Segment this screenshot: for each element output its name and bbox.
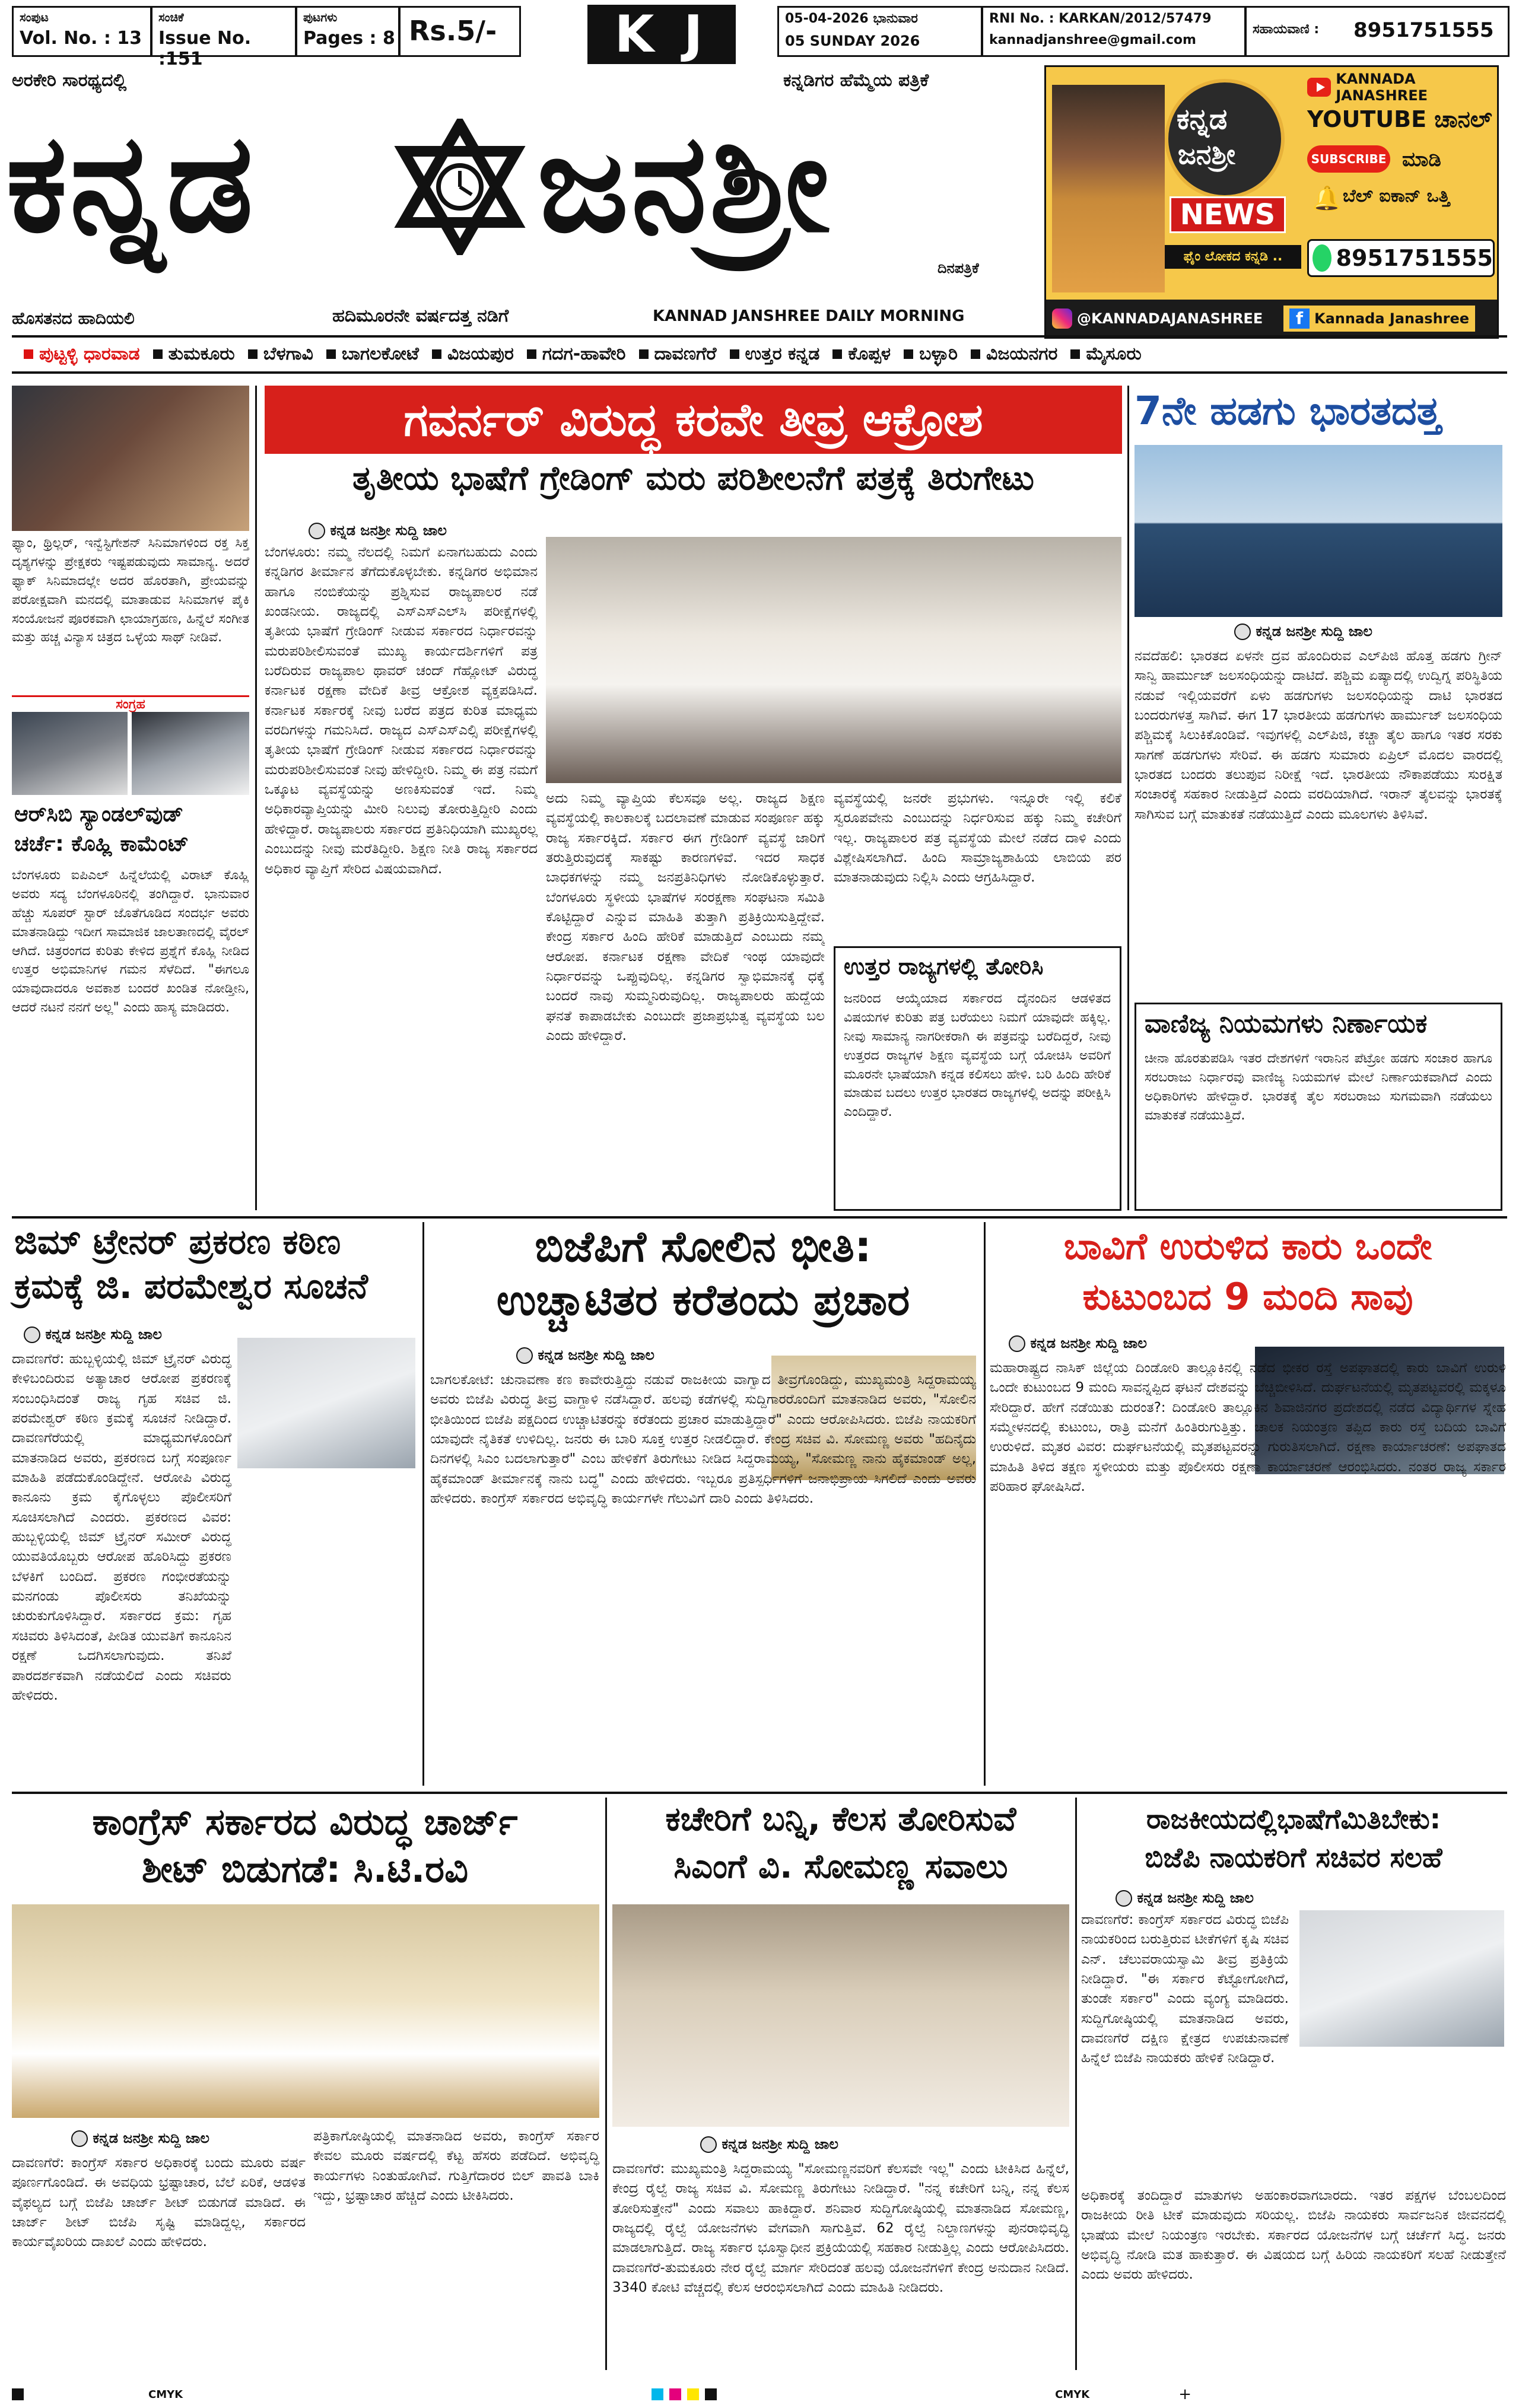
somanna-headline-1: ಕಚೇರಿಗೆ ಬನ್ನಿ, ಕೆಲಸ ತೋರಿಸುವೆ (665, 1800, 1016, 1838)
nav-item-ballari[interactable]: ಬಳ್ಳಾರಿ (904, 343, 958, 364)
language-headline-2: ಬಿಜೆಪಿ ನಾಯಕರಿಗೆ ಸಚಿವರ ಸಲಹೆ (1145, 1841, 1442, 1873)
price-box (399, 6, 521, 57)
ad-slogan: ಫೈಂ ಲೋಕದ ಕನ್ನಡಿ .. (1165, 245, 1301, 269)
kohli-headline-2: ಚರ್ಚೆ: ಕೊಹ್ಲಿ ಕಾಮೆಂಟ್ (14, 832, 189, 856)
bell-icon: 🔔 (1312, 185, 1342, 212)
nav-item-bagalkote[interactable]: ಬಾಗಲಕೋಟೆ (326, 343, 419, 364)
gym-headline-2: ಕ್ರಮಕ್ಕೆ ಜಿ. ಪರಮೇಶ್ವರ ಸೂಚನೆ (14, 1266, 368, 1306)
crosshair-icon: + (1178, 2385, 1192, 2403)
helpline-number[interactable]: 8951751555 (1353, 18, 1494, 42)
pages-number: Pages : 8 (303, 28, 395, 49)
kohli-headline-1: ಆರ್‌ಸಿಬಿ ಸ್ಯಾಂಡಲ್‌ವುಡ್ (14, 802, 183, 826)
masthead-tagline-center: ಹದಿಮೂರನೇ ವರ್ಷದತ್ತ ನಡಿಗೆ (332, 306, 509, 326)
cinema-photo (12, 386, 249, 531)
date-kannada: 05-04-2026 ಭಾನುವಾರ (785, 11, 918, 26)
nav-item-tumakuru[interactable]: ತುಮಕೂರು (153, 343, 235, 364)
lead-col-2: ಅದು ನಿಮ್ಮ ವ್ಯಾಪ್ತಿಯ ಕೆಲಸವೂ ಅಲ್ಲ. ರಾಜ್ಯದ ಶಿಕ್ಷಣ ವ್ಯವಸ್ಥೆಯಲ್ಲಿ ಕಾಲಕಾಲಕ್ಕೆ ಬದಲಾವಣೆ ಮಾಡುವ ಸಂಪೂರ್ಣ ಹಕ್ಕು ರಾಜ್ಯ ಸರ್ಕಾರಕ್ಕಿದೆ. ಸರ್ಕಾರ ಈಗ ಗ್ರೇಡಿಂಗ್ ವ್ಯವಸ್ಥೆ ಜಾರಿಗೆ ತರುತ್ತಿರುವುದಕ್ಕೆ ಸಾಕಷ್ಟು ಕಾರಣಗಳಿವೆ. ಇದರ ಸಾಧಕ ಬಾಧಕಗಳನ್ನು ನಮ್ಮ ಜನಪ್ರತಿನಿಧಿಗಳು ನೋಡಿಕೊಳ್ಳುತ್ತಾರೆ. ಬೆಂಗಳೂರು ಸ್ಥಳೀಯ ಭಾಷೆಗಳ ಸಂರಕ್ಷಣಾ ಸಂಘಟನಾ ಸಮಿತಿ ಕೊಟ್ಟಿದ್ದಾರೆ ಎನ್ನುವ ಮಾಹಿತಿ ತುತ್ತಾಗಿ ಪ್ರತಿಕ್ರಿಯಿಸುತ್ತಿದ್ದೇವೆ. ಕೇಂದ್ರ ಸರ್ಕಾರ ಹಿಂದಿ ಹೇರಿಕೆ ಮಾಡುತ್ತಿದೆ ಎಂಬುದು ನಮ್ಮ ಆರೋಪ. ಕರ್ನಾಟಕ ರಕ್ಷಣಾ ವೇದಿಕೆ ಇಂಥ ಯಾವುದೇ ನಿರ್ಧಾರವನ್ನು ಒಪ್ಪುವುದಿಲ್ಲ. ಕನ್ನಡಿಗರ ಸ್ವಾಭಿಮಾನಕ್ಕೆ ಧಕ್ಕೆ ಬಂದರೆ ನಾವು ಸುಮ್ಮನಿರುವುದಿಲ್ಲ. ರಾಜ್ಯಪಾಲರು ಹುದ್ದೆಯ ಘನತೆ ಕಾಪಾಡಬೇಕು ಎಂಬುದೇ ಪ್ರಜಾಪ್ರಭುತ್ವ ವ್ಯವಸ್ಥೆಯ ಬಲ ಎಂದು ಹೇಳಿದ್ದಾರೆ. (546, 791, 825, 1044)
masthead-title-right: ಜನಶ್ರೀ (537, 104, 832, 263)
date-box (777, 6, 983, 57)
accident-headline-1: ಬಾವಿಗೆ ಉರುಳಿದ ಕಾರು ಒಂದೇ (1063, 1224, 1432, 1268)
vol-box (12, 6, 152, 57)
lead-col-3: ವ್ಯವಸ್ಥೆಯಲ್ಲಿ ಜನರೇ ಪ್ರಭುಗಳು. ಇನ್ನೂರೇ ಇಲ್ಲಿ ಕಲಿಕೆ ಸ್ವರೂಪವೇನು ಎಂಬುದನ್ನು ನಿರ್ಧರಿಸುವ ಹಕ್ಕು ನಿಮ್ಮ ಕಚೇರಿಗೆ ಇಲ್ಲ. ರಾಜ್ಯಪಾಲರ ಪತ್ರ ವ್ಯವಸ್ಥೆಯ ಮೇಲೆ ನಡೆದ ದಾಳಿ ಎಂದು ವಿಶ್ಲೇಷಿಸಲಾಗಿದೆ. ಹಿಂದಿ ಸಾಮ್ರಾಜ್ಯಶಾಹಿಯ ಲಾಬಿಯ ಪರ ಮಾತನಾಡುವುದು ನಿಲ್ಲಿಸಿ ಎಂದು ಆಗ್ರಹಿಸಿದ್ದಾರೆ. (834, 791, 1121, 886)
bjp-headline-2: ಉಚ್ಚಾಟಿತರ ಕರೆತಂದು ಪ್ರಚಾರ (496, 1275, 910, 1325)
gym-headline-1: ಜಿಮ್ ಟ್ರೇನರ್ ಪ್ರಕರಣ ಕಠಿಣ (14, 1222, 341, 1262)
whatsapp-icon (1313, 244, 1331, 272)
language-text-1: ದಾವಣಗೆರೆ: ಕಾಂಗ್ರೆಸ್ ಸರ್ಕಾರದ ವಿರುದ್ಧ ಬಿಜೆಪಿ ನಾಯಕರಿಂದ ಬರುತ್ತಿರುವ ಟೀಕೆಗಳಿಗೆ ಕೃಷಿ ಸಚಿವ ಎನ್. ಚೆಲುವರಾಯಸ್ವಾಮಿ ತೀವ್ರ ಪ್ರತಿಕ್ರಿಯೆ ನೀಡಿದ್ದಾರೆ. "ಈ ಸರ್ಕಾರ ಕೆಟ್ಟೋಗೋಗಿದೆ, ತುಂಡೇ ಸರ್ಕಾರ" ಎಂದು ವ್ಯಂಗ್ಯ ಮಾಡಿದರು. ಸುದ್ದಿಗೋಷ್ಠಿಯಲ್ಲಿ ಮಾತನಾಡಿದ ಅವರು, ದಾವಣಗೆರೆ ದಕ್ಷಿಣ ಕ್ಷೇತ್ರದ ಉಪಚುನಾವಣೆ ಹಿನ್ನೆಲೆ ಬಿಜೆಪಿ ನಾಯಕರು ಹೇಳಿಕೆ ನೀಡಿದ್ದಾರೆ. (1081, 1912, 1289, 2066)
channel-ad[interactable] (1044, 65, 1499, 339)
instagram-icon (1052, 308, 1072, 329)
facebook-name: Kannada Janashree (1314, 310, 1470, 327)
masthead-daily: ದಿನಪತ್ರಿಕೆ (938, 260, 979, 276)
nav-item-vijayapura[interactable]: ವಿಜಯಪುರ (432, 343, 514, 364)
bjp-byline: ಕನ್ನಡ ಜನಶ್ರೀ ಸುದ್ದಿ ಜಾಲ (516, 1347, 654, 1364)
email[interactable]: kannadjanshree@gmail.com (989, 33, 1196, 47)
nav-item-koppal[interactable]: ಕೊಪ್ಪಳ (832, 343, 891, 364)
color-swatch-magenta (669, 2388, 681, 2400)
accident-text: ಮಹಾರಾಷ್ಟ್ರದ ನಾಸಿಕ್ ಜಿಲ್ಲೆಯ ದಿಂಡೋರಿ ತಾಲ್ಲೂಕಿನಲ್ಲಿ ನಡೆದ ಭೀಕರ ರಸ್ತೆ ಅಪಘಾತದಲ್ಲಿ ಕಾರು ಬಾವಿಗೆ ಉರುಳಿ ಒಂದೇ ಕುಟುಂಬದ 9 ಮಂದಿ ಸಾವನ್ನಪ್ಪಿದ ಘಟನೆ ದೇಶವನ್ನು ಬೆಚ್ಚಿಬೀಳಿಸಿದೆ. ದುರ್ಘಟನೆಯಲ್ಲಿ ಮೃತಪಟ್ಟವರಲ್ಲಿ ಮಕ್ಕಳೂ ಸೇರಿದ್ದಾರೆ. ಹೇಗೆ ನಡೆಯಿತು ದುರಂತ?: ದಿಂಡೋರಿ ತಾಲ್ಲೂಕಿನ ಶಿವಾಜಿನಗರ ಪ್ರದೇಶದಲ್ಲಿ ನಡೆದ ವಿದ್ಯಾರ್ಥಿಗಳ ಸ್ನೇಹ ಸಮ್ಮೇಳನದಲ್ಲಿ ಕುಟುಂಬ, ರಾತ್ರಿ ಮನೆಗೆ ಹಿಂತಿರುಗುತ್ತಿತ್ತು. ಚಾಲಕ ನಿಯಂತ್ರಣ ತಪ್ಪಿದ ಕಾರು ರಸ್ತೆ ಬದಿಯ ಬಾವಿಗೆ ಉರುಳಿದೆ. ಮೃತರ ವಿವರ: ದುರ್ಘಟನೆಯಲ್ಲಿ ಮೃತಪಟ್ಟವರನ್ನು ಗುರುತಿಸಲಾಗಿದೆ. ರಕ್ಷಣಾ ಕಾರ್ಯಾಚರಣೆ: ಅಪಘಾತದ ಮಾಹಿತಿ ತಿಳಿದ ತಕ್ಷಣ ಸ್ಥಳೀಯರು ಮತ್ತು ಪೊಲೀಸರು ರಕ್ಷಣಾ ಕಾರ್ಯಾಚರಣೆ ಆರಂಭಿಸಿದರು. ನಂತರ ರಾಜ್ಯ ಸರ್ಕಾರ ಪರಿಹಾರ ಘೋಷಿಸಿದೆ. (990, 1360, 1506, 1495)
masthead-title-left: ಕನ್ನಡ (6, 104, 256, 263)
instagram-handle: @KANNADAJANASHREE (1077, 310, 1263, 327)
chargesheet-headline-2: ಶೀಟ್ ಬಿಡುಗಡೆ: ಸಿ.ಟಿ.ರವಿ (141, 1847, 469, 1891)
nav-item-vijayanagara[interactable]: ವಿಜಯನಗರ (971, 343, 1057, 364)
masthead-top-center: ಕನ್ನಡಿಗರ ಹೆಮ್ಮೆಯ ಪತ್ರಿಕೆ (783, 70, 929, 91)
price: Rs.5/- (409, 15, 497, 47)
chargesheet-text-2: ಪತ್ರಿಕಾಗೋಷ್ಠಿಯಲ್ಲಿ ಮಾತನಾಡಿದ ಅವರು, ಕಾಂಗ್ರೆಸ್ ಸರ್ಕಾರ ಕೇವಲ ಮೂರು ವರ್ಷದಲ್ಲಿ ಕೆಟ್ಟ ಹೆಸರು ಪಡೆದಿದೆ. ಅಭಿವೃದ್ಧಿ ಕಾರ್ಯಗಳು ನಿಂತುಹೋಗಿವೆ. ಗುತ್ತಿಗೆದಾರರ ಬಿಲ್ ಪಾವತಿ ಬಾಕಿ ಇದ್ದು, ಭ್ರಷ್ಟಾಚಾರ ಹೆಚ್ಚಿದೆ ಎಂದು ಟೀಕಿಸಿದರು. (313, 2129, 599, 2204)
somanna-photo (612, 1904, 1069, 2127)
color-swatch-yellow (687, 2388, 699, 2400)
nav-item-belagavi[interactable]: ಬೆಳಗಾವಿ (248, 343, 313, 364)
lead-photo (546, 537, 1121, 783)
somanna-headline-2: ಸಿಎಂಗೆ ವಿ. ಸೋಮಣ್ಣ ಸವಾಲು (673, 1847, 1008, 1886)
section-nav (24, 338, 1495, 369)
ad-title-2: ಜನಶ್ರೀ (1178, 138, 1235, 170)
kohli-photo-1 (12, 712, 128, 795)
language-text-2: ಅಧಿಕಾರಕ್ಕೆ ತಂದಿದ್ದಾರೆ ಮಾತುಗಳು ಅಹಂಕಾರವಾಗಬಾರದು. ಇತರ ಪಕ್ಷಗಳ ಬೆಂಬಲದಿಂದ ರಾಜಕೀಯ ರೀತಿ ಟೀಕೆ ಮಾಡುವುದು ಸರಿಯಲ್ಲ. ಬಿಜೆಪಿ ನಾಯಕರು ಸಾರ್ವಜನಿಕ ಜೀವನದಲ್ಲಿ ಭಾಷೆಯ ಮೇಲೆ ನಿಯಂತ್ರಣ ಇರಬೇಕು. ಸರ್ಕಾರದ ಯೋಜನೆಗಳ ಬಗ್ಗೆ ಚರ್ಚೆಗೆ ಸಿದ್ಧ. ಜನರು ಅಭಿವೃದ್ಧಿ ನೋಡಿ ಮತ ಹಾಕುತ್ತಾರೆ. ಈ ವಿಷಯದ ಬಗ್ಗೆ ಹಿರಿಯ ನಾಯಕರಿಗೆ ಸಲಹೆ ನೀಡುತ್ತೇನೆ ಎಂದು ಅವರು ಹೇಳಿದರು. (1081, 2188, 1506, 2283)
star-logo (392, 119, 528, 255)
byline-icon (1116, 1890, 1132, 1907)
somanna-text: ದಾವಣಗೆರೆ: ಮುಖ್ಯಮಂತ್ರಿ ಸಿದ್ದರಾಮಯ್ಯ "ಸೋಮಣ್ಣನವರಿಗೆ ಕೆಲಸವೇ ಇಲ್ಲ" ಎಂದು ಟೀಕಿಸಿದ ಹಿನ್ನೆಲೆ, ಕೇಂದ್ರ ರೈಲ್ವೆ ರಾಜ್ಯ ಸಚಿವ ವಿ. ಸೋಮಣ್ಣ ತಿರುಗೇಟು ನೀಡಿದ್ದಾರೆ. "ನನ್ನ ಕಚೇರಿಗೆ ಬನ್ನಿ, ನನ್ನ ಕೆಲಸ ತೋರಿಸುತ್ತೇನೆ" ಎಂದು ಸವಾಲು ಹಾಕಿದ್ದಾರೆ. ಶನಿವಾರ ಸುದ್ದಿಗೋಷ್ಠಿಯಲ್ಲಿ ಮಾತನಾಡಿದ ಸೋಮಣ್ಣ, ರಾಜ್ಯದಲ್ಲಿ ರೈಲ್ವೆ ಯೋಜನೆಗಳು ವೇಗವಾಗಿ ಸಾಗುತ್ತಿವೆ. 62 ರೈಲ್ವೆ ನಿಲ್ದಾಣಗಳನ್ನು ಪುನರಾಭಿವೃದ್ಧಿ ಮಾಡಲಾಗುತ್ತಿದೆ. ರಾಜ್ಯ ಸರ್ಕಾರ ಭೂಸ್ವಾಧೀನ ಪ್ರಕ್ರಿಯೆಯಲ್ಲಿ ಸಹಕಾರ ನೀಡುತ್ತಿಲ್ಲ ಎಂದು ಆರೋಪಿಸಿದರು. ದಾವಣಗೆರೆ-ತುಮಕೂರು ನೇರ ರೈಲ್ವೆ ಮಾರ್ಗ ಸೇರಿದಂತೆ ಹಲವು ಯೋಜನೆಗಳಿಗೆ ಕೇಂದ್ರ ಅನುದಾನ ನೀಡಿದೆ. 3340 ಕೋಟಿ ವೆಚ್ಚದಲ್ಲಿ ಕೆಲಸ ಆರಂಭಿಸಲಾಗಿದೆ ಎಂದು ಮಾಹಿತಿ ನೀಡಿದರು. (612, 2161, 1069, 2296)
ships-photo (1135, 445, 1502, 617)
youtube-icon (1307, 78, 1331, 97)
masthead-top-left: ಅರಕೇರಿ ಸಾರಥ್ಯದಲ್ಲಿ (12, 70, 127, 91)
vol-label: ಸಂಪುಟ (20, 10, 49, 24)
accident-headline-2: ಕುಟುಂಬದ 9 ಮಂದಿ ಸಾವು (1082, 1275, 1413, 1318)
gym-text: ದಾವಣಗೆರೆ: ಹುಬ್ಬಳ್ಳಿಯಲ್ಲಿ ಜಿಮ್ ಟ್ರೈನರ್ ವಿರುದ್ಧ ಕೇಳಿಬಂದಿರುವ ಅತ್ಯಾಚಾರ ಆರೋಪ ಪ್ರಕರಣಕ್ಕೆ ಸಂಬಂಧಿಸಿದಂತೆ ರಾಜ್ಯ ಗೃಹ ಸಚಿವ ಜಿ. ಪರಮೇಶ್ವರ್ ಕಠಿಣ ಕ್ರಮಕ್ಕೆ ಸೂಚನೆ ನೀಡಿದ್ದಾರೆ. ದಾವಣಗೆರೆಯಲ್ಲಿ ಮಾಧ್ಯಮಗಳೊಂದಿಗೆ ಮಾತನಾಡಿದ ಅವರು, ಪ್ರಕರಣದ ಬಗ್ಗೆ ಸಂಪೂರ್ಣ ಮಾಹಿತಿ ಪಡೆದುಕೊಂಡಿದ್ದೇನೆ. ಆರೋಪಿ ವಿರುದ್ಧ ಕಾನೂನು ಕ್ರಮ ಕೈಗೊಳ್ಳಲು ಪೊಲೀಸರಿಗೆ ಸೂಚಿಸಲಾಗಿದೆ ಎಂದರು. ಪ್ರಕರಣದ ವಿವರ: ಹುಬ್ಬಳ್ಳಿಯಲ್ಲಿ ಜಿಮ್ ಟ್ರೈನರ್ ಸಮೀರ್ ವಿರುದ್ಧ ಯುವತಿಯೊಬ್ಬರು ಆರೋಪ ಹೊರಿಸಿದ್ದು ಪ್ರಕರಣ ಬೆಳಕಿಗೆ ಬಂದಿದೆ. ಪ್ರಕರಣ ಗಂಭೀರತೆಯನ್ನು ಮನಗಂಡು ಪೊಲೀಸರು ತನಿಖೆಯನ್ನು ಚುರುಕುಗೊಳಿಸಿದ್ದಾರೆ. ಸರ್ಕಾರದ ಕ್ರಮ: ಗೃಹ ಸಚಿವರು ತಿಳಿಸಿದಂತೆ, ಪೀಡಿತ ಯುವತಿಗೆ ಕಾನೂನಿನ ರಕ್ಷಣೆ ಒದಗಿಸಲಾಗುವುದು. ತನಿಖೆ ಪಾರದರ್ಶಕವಾಗಿ ನಡೆಯಲಿದೆ ಎಂದು ಸಚಿವರು ಹೇಳಿದರು. (12, 1351, 231, 1703)
byline-icon (1234, 624, 1251, 640)
trade-box (1135, 1003, 1502, 1211)
nav-item-dharwad[interactable]: ಪುಟ್ಟಳ್ಳಿ ಧಾರವಾಡ (24, 343, 140, 364)
chargesheet-byline: ಕನ್ನಡ ಜನಶ್ರೀ ಸುದ್ದಿ ಜಾಲ (71, 2130, 209, 2147)
nav-item-mysuru[interactable]: ಮೈಸೂರು (1070, 343, 1141, 364)
byline-icon (700, 2136, 717, 2153)
kohli-tag-label: ಸಂಗ್ರಹ (116, 697, 145, 712)
lead-subheadline: ತೃತೀಯ ಭಾಷೆಗೆ ಗ್ರೇಡಿಂಗ್ ಮರು ಪರಿಶೀಲನೆಗೆ ಪತ್ರಕ್ಕೆ ತಿರುಗೇಟು (352, 459, 1034, 498)
phone-button[interactable] (1307, 239, 1495, 277)
ad-phone: 8951751555 (1336, 245, 1493, 271)
cmyk-label-right: CMYK (1055, 2388, 1090, 2401)
color-swatch-key (705, 2388, 717, 2400)
ad-news: NEWS (1170, 196, 1286, 233)
issue-number: Issue No. :151 (158, 28, 252, 69)
ct-ravi-photo (12, 1904, 599, 2118)
kohli-photo-2 (132, 712, 249, 795)
helpline-box (1245, 6, 1510, 57)
facebook-link[interactable] (1283, 306, 1475, 332)
ad-bell-text: ಬೆಲ್ ಐಕಾನ್ ಒತ್ತಿ (1343, 186, 1450, 206)
facebook-icon: f (1289, 308, 1310, 329)
ad-madi: ಮಾಡಿ (1402, 148, 1441, 171)
pages-label: ಪುಟಗಳು (303, 10, 338, 24)
nav-item-uttara-kannada[interactable]: ಉತ್ತರ ಕನ್ನಡ (730, 343, 820, 364)
rni-number: RNI No. : KARKAN/2012/57479 (989, 11, 1212, 26)
lead-headline: ಗವರ್ನರ್ ವಿರುದ್ಧ ಕರವೇ ತೀವ್ರ ಆಕ್ರೋಶ (265, 386, 1122, 454)
language-byline: ಕನ್ನಡ ಜನಶ್ರೀ ಸುದ್ದಿ ಜಾಲ (1116, 1889, 1254, 1907)
masthead-tagline-left: ಹೊಸತನದ ಹಾದಿಯಲಿ (12, 308, 135, 328)
anchor-photo (1052, 85, 1165, 292)
chargesheet-headline-1: ಕಾಂಗ್ರೆಸ್ ಸರ್ಕಾರದ ವಿರುದ್ಧ ಚಾರ್ಜ್ (92, 1800, 518, 1843)
color-swatch-cyan (652, 2388, 663, 2400)
lead-byline: ಕನ್ನಡ ಜನಶ್ರೀ ಸುದ್ದಿ ಜಾಲ (309, 522, 447, 539)
bjp-text: ಬಾಗಲಕೋಟೆ: ಚುನಾವಣಾ ಕಣ ಕಾವೇರುತ್ತಿದ್ದು ನಡುವೆ ರಾಜಕೀಯ ವಾಗ್ವಾದ ತೀವ್ರಗೊಂಡಿದ್ದು, ಮುಖ್ಯಮಂತ್ರಿ ಸಿದ್ದರಾಮಯ್ಯ ಅವರು ಬಿಜೆಪಿ ವಿರುದ್ಧ ತೀವ್ರ ವಾಗ್ದಾಳಿ ನಡೆಸಿದ್ದಾರೆ. ಹಲವು ಕಡೆಗಳಲ್ಲಿ ಸುದ್ದಿಗಾರರೊಂದಿಗೆ ಮಾತನಾಡಿದ ಅವರು, "ಸೋಲಿನ ಭೀತಿಯಿಂದ ಬಿಜೆಪಿ ಪಕ್ಷದಿಂದ ಉಚ್ಚಾಟಿತರನ್ನು ಕರೆತಂದು ಪ್ರಚಾರ ಮಾಡುತ್ತಿದ್ದಾರೆ" ಎಂದು ಆರೋಪಿಸಿದರು. ಬಿಜೆಪಿ ನಾಯಕರಿಗೆ ಯಾವುದೇ ನೈತಿಕತೆ ಉಳಿದಿಲ್ಲ. ಜನರು ಈ ಬಾರಿ ಸೂಕ್ತ ಉತ್ತರ ನೀಡಲಿದ್ದಾರೆ. ಕೇಂದ್ರ ಸಚಿವ ವಿ. ಸೋಮಣ್ಣ ಅವರು "ಹದಿನೈದು ದಿನಗಳಲ್ಲಿ ಸಿಎಂ ಬದಲಾಗುತ್ತಾರೆ" ಎಂಬ ಹೇಳಿಕೆಗೆ ತಿರುಗೇಟು ನೀಡಿದ ಸಿದ್ದರಾಮಯ್ಯ, "ಸೋಮಣ್ಣ ನಾನು ಹೈಕಮಾಂಡ್ ಅಲ್ಲ, ಹೈಕಮಾಂಡ್ ತೀರ್ಮಾನಕ್ಕೆ ನಾನು ಬದ್ಧ" ಎಂದು ಹೇಳಿದರು. ಇಬ್ಬರೂ ಪ್ರತಿಸ್ಪರ್ಧಿಗಳಿಗೆ ಜನಾಭಿಪ್ರಾಯ ಸಿಗಲಿದೆ ಎಂದು ಅವರು ಹೇಳಿದರು. ಕಾಂಗ್ರೆಸ್ ಸರ್ಕಾರದ ಅಭಿವೃದ್ಧಿ ಕಾರ್ಯಗಳೇ ಗೆಲುವಿಗೆ ದಾರಿ ಎಂದು ತಿಳಿಸಿದರು. (430, 1372, 976, 1507)
youtube-channel-name: KANNADA JANASHREE (1336, 71, 1428, 104)
helpline-label: ಸಹಾಯವಾಣಿ : (1253, 22, 1320, 37)
north-states-box (834, 946, 1121, 1211)
byline-icon (71, 2130, 88, 2147)
north-box-text: ಜನರಿಂದ ಆಯ್ಕೆಯಾದ ಸರ್ಕಾರದ ದೈನಂದಿನ ಆಡಳಿತದ ವಿಷಯಗಳ ಕುರಿತು ಪತ್ರ ಬರೆಯಲು ನಿಮಗೆ ಯಾವುದೇ ಹಕ್ಕಿಲ್ಲ. ನೀವು ಸಾಮಾನ್ಯ ನಾಗರೀಕರಾಗಿ ಈ ಪತ್ರವನ್ನು ಬರೆದಿದ್ದರೆ, ನೀವು ಉತ್ತರದ ರಾಜ್ಯಗಳ ಶಿಕ್ಷಣ ವ್ಯವಸ್ಥೆಯ ಬಗ್ಗೆ ಯೋಚಿಸಿ ಅವರಿಗೆ ಮೂರನೇ ಭಾಷೆಯಾಗಿ ಕನ್ನಡ ಕಲಿಸಲು ಹೇಳಿ. ಬರಿ ಹಿಂದಿ ಹೇರಿಕೆ ಮಾಡುವ ಬದಲು ಉತ್ತರ ಭಾರತದ ರಾಜ್ಯಗಳಲ್ಲಿ ಅದನ್ನು ಪರೀಕ್ಷಿಸಿ ಎಂದಿದ್ದಾರೆ. (844, 991, 1111, 1120)
accident-byline: ಕನ್ನಡ ಜನಶ್ರೀ ಸುದ್ದಿ ಜಾಲ (1009, 1335, 1147, 1352)
issue-box (151, 6, 297, 69)
subscribe-button[interactable]: SUBSCRIBE (1307, 145, 1390, 173)
cinema-text: ಫ್ಯಾಂ, ಥ್ರಿಲ್ಲರ್, ಇನ್ವೆಸ್ಟಿಗೇಶನ್ ಸಿನಿಮಾಗಳಿಂದ ರಕ್ತ ಸಿಕ್ತ ದೃಶ್ಯಗಳನ್ನು ಪ್ರೇಕ್ಷಕರು ಇಷ್ಟಪಡುವುದು ಸಾಮಾನ್ಯ. ಅದರೆ ಫ್ಯಾಕ್ ಸಿನಿಮಾದಲ್ಲೇ ಅದರ ಹೊರತಾಗಿ, ಪ್ರೇಯವನ್ನು ಪರೋಕ್ಷವಾಗಿ ಮನದಲ್ಲಿ ಮಾತಾಡುವ ಸಿನಿಮಾಗಳ ಪೈಕಿ ಸಂಯೋಜನೆ ಪೂರಕವಾಗಿ ಛಾಯಾಗ್ರಹಣ, ಹಿನ್ನೆಲೆ ಸಂಗೀತ ಮತ್ತು ಹಚ್ಚ ವಿನ್ಯಾಸ ಚಿತ್ರದ ಒಳ್ಳೆಯ ಸಾಥ್ ನೀಡಿವೆ. (12, 536, 249, 645)
kohli-tag (12, 695, 249, 712)
language-headline-1: ರಾಜಕೀಯದಲ್ಲಿಭಾಷೆಗೆಮಿತಿಬೇಕು: (1146, 1803, 1441, 1835)
byline-icon (24, 1327, 40, 1343)
ships-headline: 7ನೇ ಹಡಗು ಭಾರತದತ್ತ (1135, 388, 1441, 434)
byline-icon (309, 523, 325, 539)
ad-channel: YOUTUBE ಚಾನಲ್ (1307, 106, 1492, 132)
star-of-david-icon (392, 119, 528, 255)
lead-col-1: ಬೆಂಗಳೂರು: ನಮ್ಮ ನೆಲದಲ್ಲಿ ನಿಮಗೆ ಏನಾಗಬಹುದು ಎಂದು ಕನ್ನಡಿಗರ ತೀರ್ಮಾನ ತೆಗೆದುಕೊಳ್ಳಬೇಕು. ಕನ್ನಡಿಗರ ಅಭಿಮಾನ ಹಾಗೂ ನಂಬಿಕೆಯನ್ನು ಪ್ರಶ್ನಿಸುವ ರಾಜ್ಯಪಾಲರ ನಡೆ ಖಂಡನೀಯ. ರಾಜ್ಯದಲ್ಲಿ ಎಸ್‌ಎಸ್‌ಎಲ್‌ಸಿ ಪರೀಕ್ಷೆಗಳಲ್ಲಿ ತೃತೀಯ ಭಾಷೆಗೆ ಗ್ರೇಡಿಂಗ್ ನೀಡುವ ಸರ್ಕಾರದ ನಿರ್ಧಾರವನ್ನು ಮರುಪರಿಶೀಲಿಸುವಂತೆ ಮುಖ್ಯ ಕಾರ್ಯದರ್ಶಿಗಳಿಗೆ ಪತ್ರ ಬರೆದಿರುವ ರಾಜ್ಯಪಾಲ ಥಾವರ್ ಚಂದ್ ಗೆಹ್ಲೋಟ್ ವಿರುದ್ಧ ಕರ್ನಾಟಕ ರಕ್ಷಣಾ ವೇದಿಕೆ ತೀವ್ರ ಆಕ್ರೋಶ ವ್ಯಕ್ತಪಡಿಸಿದೆ. ಕರ್ನಾಟಕ ಸರ್ಕಾರಕ್ಕೆ ನೀವು ಬರೆದ ಪತ್ರದ ಕುರಿತ ಮಾಧ್ಯಮ ವರದಿಗಳನ್ನು ಗಮನಿಸಿದೆ. ರಾಜ್ಯದ ಎಸ್ಎಸ್ಎಲ್ಸಿ ಪರೀಕ್ಷೆಗಳಲ್ಲಿ ತೃತೀಯ ಭಾಷೆಗೆ ಗ್ರೇಡಿಂಗ್ ನೀಡುವ ಸರ್ಕಾರದ ನಿರ್ಧಾರವನ್ನು ಮರುಪರಿಶೀಲಿಸುವಂತೆ ನೀವು ಹೇಳಿದ್ದೀರಿ. ನಿಮ್ಮ ಈ ಪತ್ರ ನಮಗೆ ಒಕ್ಕೂಟ ವ್ಯವಸ್ಥೆಯನ್ನು ಅಣಕಿಸುವಂತೆ ಇದೆ. ನಿಮ್ಮ ಅಧಿಕಾರವ್ಯಾಪ್ತಿಯನ್ನು ಮೀರಿ ನಿಲುವು ತೋರುತ್ತಿದ್ದೀರಿ ಎಂದು ಹೇಳಿದ್ದಾರೆ. ರಾಜ್ಯಪಾಲರು ಸರ್ಕಾರದ ಪ್ರತಿನಿಧಿಯಾಗಿ ಮುಖ್ಯರಲ್ಲ ಎಂಬುದನ್ನು ನೀವು ಮರೆತಿದ್ದೀರಿ. ಶಿಕ್ಷಣ ನೀತಿ ರಾಜ್ಯ ಸರ್ಕಾರದ ಅಧಿಕಾರ ವ್ಯಾಪ್ತಿಗೆ ಸೇರಿದ ವಿಷಯವಾಗಿದೆ. (265, 545, 538, 877)
byline-icon (516, 1347, 533, 1364)
chargesheet-text-1: ದಾವಣಗೆರೆ: ಕಾಂಗ್ರೆಸ್ ಸರ್ಕಾರ ಅಧಿಕಾರಕ್ಕೆ ಬಂದು ಮೂರು ವರ್ಷ ಪೂರ್ಣಗೊಂಡಿದೆ. ಈ ಅವಧಿಯ ಭ್ರಷ್ಟಾಚಾರ, ಬೆಲೆ ಏರಿಕೆ, ಆಡಳಿತ ವೈಫಲ್ಯದ ಬಗ್ಗೆ ಬಿಜೆಪಿ ಚಾರ್ಜ್ ಶೀಟ್ ಬಿಡುಗಡೆ ಮಾಡಿದೆ. ಈ ಚಾರ್ಜ್ ಶೀಟ್ ಬಿಜೆಪಿ ಸೃಷ್ಟಿ ಮಾಡಿದ್ದಲ್ಲ, ಸರ್ಕಾರದ ಕಾರ್ಯವೈಖರಿಯ ದಾಖಲೆ ಎಂದು ಹೇಳಿದರು. (12, 2155, 306, 2250)
byline-icon (1009, 1335, 1025, 1352)
ad-title-1: ಕನ್ನಡ (1177, 103, 1228, 136)
masthead-tagline-right: KANNAD JANSHREE DAILY MORNING (653, 307, 965, 325)
nav-item-gadag-haveri[interactable]: ಗದಗ-ಹಾವೇರಿ (527, 343, 626, 364)
trade-box-headline: ವಾಣಿಜ್ಯ ನಿಯಮಗಳು ನಿರ್ಣಾಯಕ (1145, 1009, 1428, 1039)
pages-box (295, 6, 400, 57)
color-swatch-black (12, 2388, 24, 2400)
rni-box (981, 6, 1246, 57)
instagram-link[interactable] (1052, 306, 1263, 332)
chaluvarayaswamy-photo (1299, 1910, 1504, 2047)
ships-text: ನವದೆಹಲಿ: ಭಾರತದ ಏಳನೇ ದ್ರವ ಹೊಂದಿರುವ ಎಲ್‌ಪಿಜಿ ಹೊತ್ತ ಹಡಗು ಗ್ರೀನ್ ಸಾನ್ವಿ ಹಾರ್ಮುಜ್ ಜಲಸಂಧಿಯನ್ನು ದಾಟಿದೆ. ಪಶ್ಚಿಮ ಏಷ್ಯಾದಲ್ಲಿ ಉದ್ವಿಗ್ನ ಪರಿಸ್ಥಿತಿಯ ನಡುವೆ ಇಲ್ಲಿಯವರೆಗೆ ಏಳು ಹಡಗುಗಳು ಜಲಸಂಧಿಯನ್ನು ದಾಟಿ ಭಾರತದ ಬಂದರುಗಳತ್ತ ಸಾಗಿವೆ. ಈಗ 17 ಭಾರತೀಯ ಹಡಗುಗಳು ಹಾರ್ಮುಜ್ ಜಲಸಂಧಿಯ ಪಶ್ಚಿಮಕ್ಕೆ ಸಿಲುಕಿಕೊಂಡಿವೆ. ಇವುಗಳಲ್ಲಿ ಎಲ್‌ಪಿಜಿ, ಕಚ್ಚಾ ತೈಲ ಹಾಗೂ ಇತರ ಸರಕು ಸಾಗಣೆ ಹಡಗುಗಳು ಸೇರಿವೆ. ಈ ಹಡಗು ಸುಮಾರು ಏಪ್ರಿಲ್ ಮೊದಲ ವಾರದಲ್ಲಿ ಭಾರತದ ಬಂದರು ತಲುಪುವ ನಿರೀಕ್ಷೆ ಇದೆ. ಭಾರತೀಯ ನೌಕಾಪಡೆಯು ಸುರಕ್ಷಿತ ಸಂಚಾರಕ್ಕೆ ಸಹಕಾರ ನೀಡುತ್ತಿದೆ ಎಂದು ವರದಿಯಾಗಿದೆ. ಇರಾನ್ ತೈಲವನ್ನು ಭಾರತಕ್ಕೆ ಸಾಗಿಸುವ ಬಗ್ಗೆ ಮಾತುಕತೆ ನಡೆಯುತ್ತಿದೆ ಎಂದು ಮೂಲಗಳು ತಿಳಿಸಿವೆ. (1135, 648, 1502, 822)
kohli-text: ಬೆಂಗಳೂರು ಐಪಿಎಲ್ ಹಿನ್ನೆಲೆಯಲ್ಲಿ ವಿರಾಟ್ ಕೊಹ್ಲಿ ಅವರು ಸದ್ಯ ಬೆಂಗಳೂರಿನಲ್ಲಿ ತಂಗಿದ್ದಾರೆ. ಭಾನುವಾರ ಹೆಚ್ಚು ಸೂಪರ್ ಸ್ಟಾರ್ ಜೊತೆಗೂಡಿದ ಸಂದರ್ಭ ಅವರು ಮಾತನಾಡಿದ್ದು ಇದೀಗ ಸಾಮಾಜಿಕ ಜಾಲತಾಣದಲ್ಲಿ ವೈರಲ್ ಆಗಿದೆ. ಚಿತ್ರರಂಗದ ಕುರಿತು ಕೇಳಿದ ಪ್ರಶ್ನೆಗೆ ಕೊಹ್ಲಿ ನೀಡಿದ ಉತ್ತರ ಅಭಿಮಾನಿಗಳ ಗಮನ ಸೆಳೆದಿದೆ. "ಈಗಲೂ ಯಾವುದಾದರೂ ಅವಕಾಶ ಬಂದರೆ ಖಂಡಿತ ನೋಡ್ತೀನಿ, ಆದರೆ ನಟನೆ ನನಗೆ ಅಲ್ಲ" ಎಂದು ಹಾಸ್ಯ ಮಾಡಿದರು. (12, 868, 249, 1016)
north-box-headline: ಉತ್ತರ ರಾಜ್ಯಗಳಲ್ಲಿ ತೋರಿಸಿ (844, 953, 1044, 979)
kj-logo: K J (587, 5, 736, 64)
trade-box-text: ಚೀನಾ ಹೊರತುಪಡಿಸಿ ಇತರ ದೇಶಗಳಿಗೆ ಇರಾನಿನ ಪೆಟ್ರೋ ಹಡಗು ಸಂಚಾರ ಹಾಗೂ ಸರಬರಾಜು ನಿರ್ಧಾರವು ವಾಣಿಜ್ಯ ನಿಯಮಗಳ ಮೇಲೆ ನಿರ್ಣಾಯಕವಾಗಿದೆ ಎಂದು ಅಧಿಕಾರಿಗಳು ಹೇಳಿದ್ದಾರೆ. ಭಾರತಕ್ಕೆ ತೈಲ ಸರಬರಾಜು ಸುಗಮವಾಗಿ ನಡೆಯಲು ಮಾತುಕತೆ ನಡೆಯುತ್ತಿದೆ. (1145, 1051, 1492, 1123)
issue-label: ಸಂಚಿಕೆ (158, 10, 184, 24)
nav-item-davanagere[interactable]: ದಾವಣಗೆರೆ (639, 343, 717, 364)
cmyk-label-left: CMYK (148, 2388, 183, 2401)
parameshwar-photo (237, 1338, 415, 1468)
gym-byline: ಕನ್ನಡ ಜನಶ್ರೀ ಸುದ್ದಿ ಜಾಲ (24, 1326, 162, 1343)
bjp-headline-1: ಬಿಜೆಪಿಗೆ ಸೋಲಿನ ಭೀತಿ: (535, 1222, 872, 1271)
date-english: 05 SUNDAY 2026 (785, 33, 920, 49)
somanna-byline: ಕನ್ನಡ ಜನಶ್ರೀ ಸುದ್ದಿ ಜಾಲ (700, 2136, 838, 2153)
vol-number: Vol. No. : 13 (20, 28, 142, 49)
print-marks-bar (12, 2386, 1507, 2403)
youtube-row[interactable] (1307, 71, 1497, 104)
ships-byline: ಕನ್ನಡ ಜನಶ್ರೀ ಸುದ್ದಿ ಜಾಲ (1234, 623, 1372, 640)
